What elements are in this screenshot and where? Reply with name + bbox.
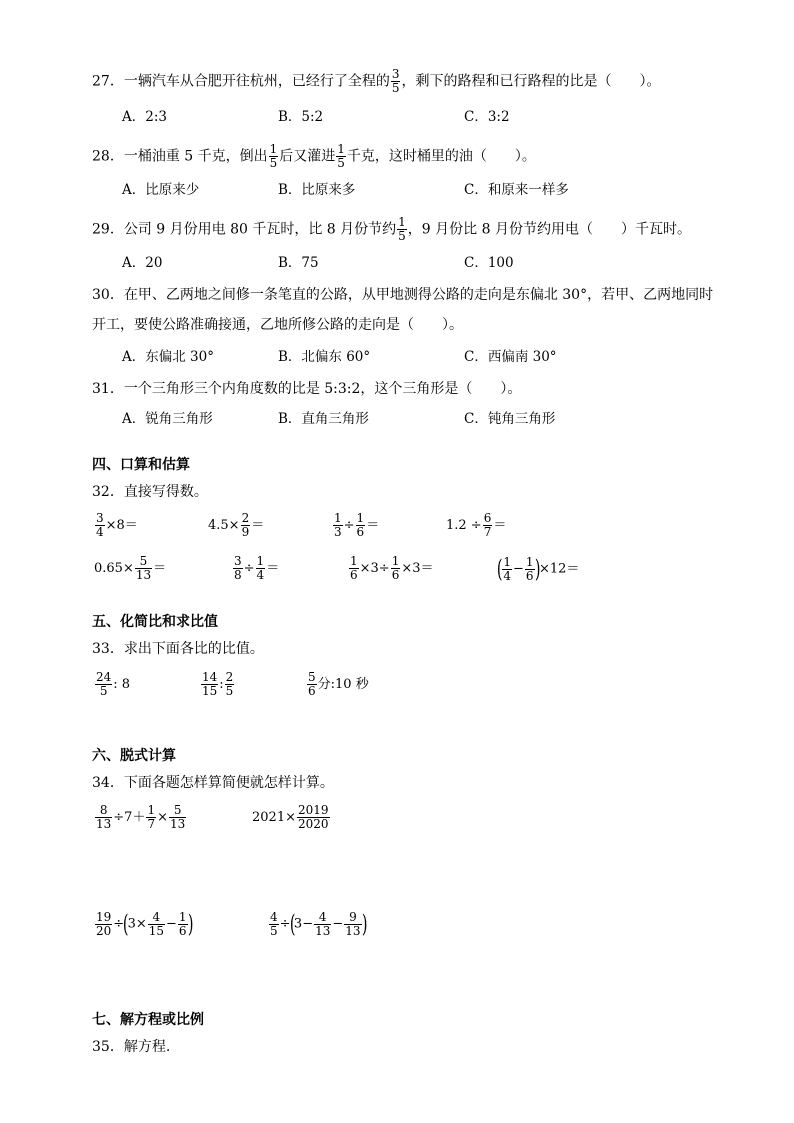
q27-text-pre: 27．一辆汽车从合肥开往杭州，已经行了全程的	[92, 73, 390, 90]
q32-expr-5: 0.65× $\frac{5}{13}$ ＝	[94, 554, 167, 582]
question-30-line-2: 开工，要使公路准确接通，乙地所修公路的走向是（ ）。	[92, 317, 463, 333]
q34-expr-3: $\frac{19}{20}$ ÷(3× $\frac{4}{15}$ − $\frac{1}{6}$ )	[96, 909, 194, 938]
q30-option-a[interactable]: A．东偏北 30°	[122, 349, 214, 365]
q33-expr-1: $\frac{24}{5}$ : 8	[96, 670, 131, 698]
q32-expr-3: $\frac{1}{3}$ ÷ $\frac{1}{6}$ ＝	[334, 511, 380, 539]
fraction: $\frac{3}{5}$	[391, 67, 400, 95]
q28-option-b[interactable]: B．比原来多	[278, 182, 356, 198]
fraction: $\frac{1}{5}$	[337, 142, 345, 170]
q34-expr-2: 2021× $\frac{2019}{2020}$	[252, 803, 329, 831]
q32-expr-7: $\frac{1}{6}$ ×3÷ $\frac{1}{6}$ ×3＝	[350, 554, 434, 582]
q32-expr-8: ( $\frac{1}{4}$ − $\frac{1}{6}$ )×12＝	[496, 554, 580, 583]
question-28: 28．一桶油重 5 千克，倒出 $\frac{1}{5}$ 后又灌进 $\frac{1}{5}$ 千克，这时桶里的油（ ）。	[92, 142, 536, 170]
fraction: $\frac{1}{5}$	[398, 215, 406, 243]
question-31: 31．一个三角形三个内角度数的比是 5:3:2，这个三角形是（ ）。	[92, 381, 522, 397]
question-35: 35．解方程.	[92, 1039, 171, 1055]
q30-option-b[interactable]: B．北偏东 60°	[278, 349, 371, 365]
q31-option-b[interactable]: B．直角三角形	[278, 411, 369, 427]
q27-option-b[interactable]: B．5:2	[278, 109, 324, 125]
q31-option-a[interactable]: A．锐角三角形	[122, 411, 213, 427]
question-29: 29．公司 9 月份用电 80 千瓦时，比 8 月份节约 $\frac{1}{5}$ ，9 月份比 8 月份节约用电（ ）千瓦时。	[92, 215, 691, 243]
q27-text-post: ，剩下的路程和已行路程的比是（ ）。	[401, 73, 661, 90]
question-33: 33．求出下面各比的比值。	[92, 641, 264, 657]
q33-expr-3: $\frac{5}{6}$ 分:10 秒	[308, 670, 369, 698]
q34-expr-1: $\frac{8}{13}$ ÷7＋ $\frac{1}{7}$ × $\frac{5}{13}$	[96, 803, 186, 831]
section-4-heading: 四、口算和估算	[92, 457, 190, 473]
fraction: $\frac{1}{5}$	[269, 142, 278, 170]
q27-option-c[interactable]: C．3:2	[464, 109, 510, 125]
section-6-heading: 六、脱式计算	[92, 748, 176, 764]
q32-expr-2: 4.5× $\frac{2}{9}$ ＝	[208, 511, 265, 539]
question-34: 34．下面各题怎样算简便就怎样计算。	[92, 775, 334, 791]
q27-option-a[interactable]: A．2:3	[122, 109, 167, 125]
question-30-line-1: 30．在甲、乙两地之间修一条笔直的公路，从甲地测得公路的走向是东偏北 30°，若甲、乙两地同时	[92, 287, 714, 303]
q29-option-c[interactable]: C．100	[464, 255, 514, 271]
q29-option-a[interactable]: A．20	[122, 255, 163, 271]
section-5-heading: 五、化简比和求比值	[92, 614, 218, 630]
section-7-heading: 七、解方程或比例	[92, 1012, 204, 1028]
q30-option-c[interactable]: C．西偏南 30°	[464, 349, 557, 365]
q32-expr-4: 1.2 ÷ $\frac{6}{7}$ ＝	[446, 511, 507, 539]
q28-option-c[interactable]: C．和原来一样多	[464, 182, 569, 198]
q29-option-b[interactable]: B．75	[278, 255, 319, 271]
question-32: 32．直接写得数。	[92, 484, 208, 500]
q32-expr-1: $\frac{3}{4}$ ×8＝	[96, 511, 138, 539]
q32-expr-6: $\frac{3}{8}$ ÷ $\frac{1}{4}$ ＝	[234, 554, 280, 582]
q34-expr-4: $\frac{4}{5}$ ÷(3− $\frac{4}{13}$ − $\frac{9}{13}$ )	[270, 909, 368, 938]
q31-option-c[interactable]: C．钝角三角形	[464, 411, 556, 427]
q28-option-a[interactable]: A．比原来少	[122, 182, 200, 198]
q33-expr-2: $\frac{14}{15}$ : $\frac{2}{5}$	[202, 670, 234, 698]
question-27	[92, 68, 660, 95]
